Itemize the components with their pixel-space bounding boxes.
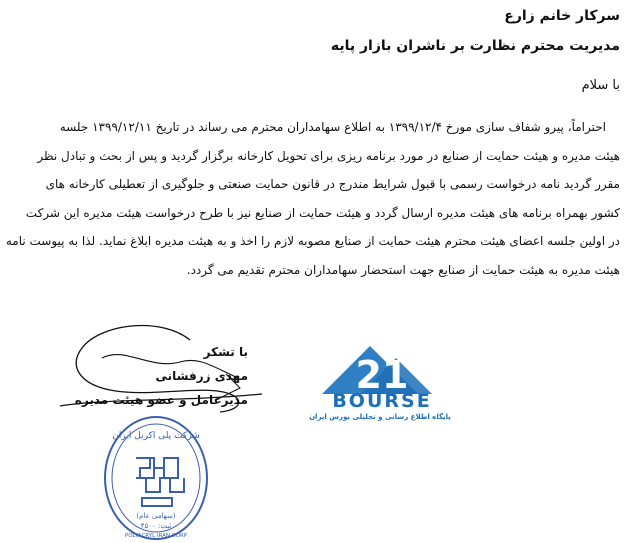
- body-line: در اولین جلسه اعضای هیئت محترم هیئت حمایت از صنایع مصوبه لازم را اخذ و به هیئت مدیره ابلاغ نماید. لذا به پیوست نامه: [5, 234, 620, 248]
- svg-text:(سهامی عام): (سهامی عام): [136, 512, 176, 520]
- logo-wordmark: BOURSE: [332, 390, 432, 412]
- closing-text: با تشکر: [203, 345, 248, 359]
- recipient: مدیریت محترم نظارت بر ناشران بازار پایه: [330, 38, 620, 54]
- svg-text:21: 21: [355, 353, 409, 397]
- body-line: کشور بهمراه برنامه های هیئت مدیره ارسال گردد و هیئت حمایت از صنایع نیز با طرح درخواست هیئت مدیره این شرکت: [25, 205, 620, 220]
- signer-title: مدیرعامل و عضو هیئت مدیره: [74, 393, 248, 407]
- greeting: با سلام: [581, 78, 620, 93]
- body-line: هیئت مدیره به هیئت حمایت از صنایع جهت استحضار سهامداران محترم تقدیم می گردد.: [186, 262, 620, 277]
- logo-caption: پایگاه اطلاع رسانی و تحلیلی بورس ایران: [309, 413, 451, 421]
- svg-text:POLYACRYL IRAN CORP: POLYACRYL IRAN CORP: [124, 533, 188, 539]
- signer-name: مهدی زرفشانی: [155, 369, 248, 383]
- svg-text:شرکت پلی اکریل ایران: شرکت پلی اکریل ایران: [112, 431, 200, 441]
- closing-block: [68, 340, 248, 412]
- company-stamp: [102, 414, 210, 542]
- svg-text:ثبت: ۴۵۰۰: ثبت: ۴۵۰۰: [140, 522, 172, 530]
- letter-body: [5, 113, 620, 284]
- salutation: سرکار خانم زارع: [504, 8, 620, 24]
- body-line: هیئت مدیره و هیئت حمایت از صنایع در مورد برنامه ریزی برای تحویل کارخانه برگزار گردید و پس از بحث و تبادل نظر: [37, 148, 620, 163]
- body-line: مقرر گردید نامه درخواست رسمی با قبول شرایط مندرج در قانون حمایت صنعتی و جلوگیری از تعطیلی کارخانه های: [45, 177, 620, 191]
- body-line: احتراماً، پیرو شفاف سازی مورخ ۱۳۹۹/۱۲/۴ به اطلاع سهامداران محترم می رساند در تاریخ ۱۳۹۹/۱۲/۱۱ جلسه: [59, 120, 606, 134]
